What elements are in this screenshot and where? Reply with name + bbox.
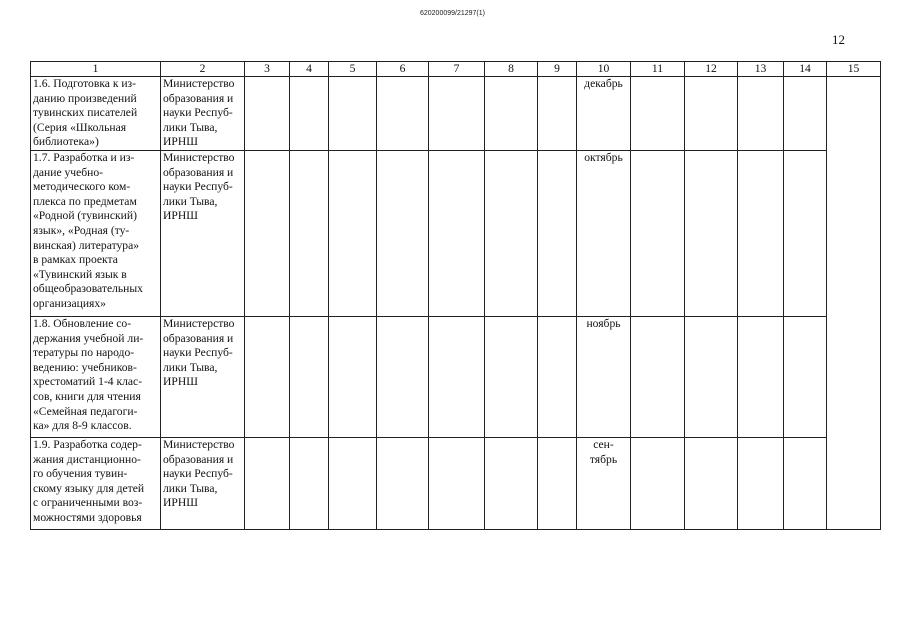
plan-table xyxy=(30,61,881,530)
table-row xyxy=(31,77,881,151)
empty-cell xyxy=(245,77,290,151)
empty-cell xyxy=(631,438,685,530)
empty-cell xyxy=(290,151,329,317)
empty-cell xyxy=(245,438,290,530)
activity-cell: 1.9. Разработка содер- жания дистанционно- го обучения тувин- скому языку для детей с ограниченными воз- можностями здоровья xyxy=(31,438,161,530)
table-row xyxy=(31,151,881,317)
column-header: 7 xyxy=(429,62,485,77)
empty-cell xyxy=(485,77,538,151)
empty-cell xyxy=(784,151,827,317)
empty-cell xyxy=(429,317,485,438)
executor-cell: Министерство образования и науки Респуб- лики Тыва, ИРНШ xyxy=(161,77,245,151)
term-cell: декабрь xyxy=(577,77,631,151)
empty-cell xyxy=(485,317,538,438)
executor-cell: Министерство образования и науки Респуб- лики Тыва, ИРНШ xyxy=(161,151,245,317)
empty-cell xyxy=(538,317,577,438)
empty-cell xyxy=(784,77,827,151)
empty-cell xyxy=(685,438,738,530)
activity-cell: 1.8. Обновление со- держания учебной ли- тературы по народо- ведению: учебников- хрестоматий 1-4 клас- сов, книги для чтения «Семейная педагоги- ка» для 8-9 классов. xyxy=(31,317,161,438)
column-header: 2 xyxy=(161,62,245,77)
empty-cell xyxy=(784,438,827,530)
empty-cell xyxy=(738,317,784,438)
empty-cell xyxy=(329,438,377,530)
merged-cell-col15 xyxy=(827,77,881,530)
column-header: 4 xyxy=(290,62,329,77)
table-row xyxy=(31,438,881,530)
column-header: 11 xyxy=(631,62,685,77)
empty-cell xyxy=(631,317,685,438)
empty-cell xyxy=(245,317,290,438)
column-header: 6 xyxy=(377,62,429,77)
empty-cell xyxy=(329,77,377,151)
activity-cell: 1.7. Разработка и из- дание учебно- методического ком- плекса по предметам «Родной (тувинский) язык», «Родная (ту- винская) литература» в рамках проекта «Тувинский язык в общеобразовательных организациях» xyxy=(31,151,161,317)
header-row xyxy=(31,62,881,77)
column-header: 13 xyxy=(738,62,784,77)
empty-cell xyxy=(685,151,738,317)
empty-cell xyxy=(290,77,329,151)
empty-cell xyxy=(329,317,377,438)
column-header: 15 xyxy=(827,62,881,77)
empty-cell xyxy=(631,151,685,317)
column-header: 5 xyxy=(329,62,377,77)
empty-cell xyxy=(377,317,429,438)
column-header: 3 xyxy=(245,62,290,77)
term-cell: ноябрь xyxy=(577,317,631,438)
empty-cell xyxy=(538,438,577,530)
term-cell: сен- тябрь xyxy=(577,438,631,530)
empty-cell xyxy=(738,438,784,530)
activity-cell: 1.6. Подготовка к из- данию произведений тувинских писателей (Серия «Школьная библиотека») xyxy=(31,77,161,151)
empty-cell xyxy=(290,438,329,530)
empty-cell xyxy=(538,77,577,151)
column-header: 1 xyxy=(31,62,161,77)
empty-cell xyxy=(290,317,329,438)
empty-cell xyxy=(429,77,485,151)
column-header: 12 xyxy=(685,62,738,77)
empty-cell xyxy=(784,317,827,438)
executor-cell: Министерство образования и науки Респуб- лики Тыва, ИРНШ xyxy=(161,317,245,438)
empty-cell xyxy=(631,77,685,151)
empty-cell xyxy=(485,438,538,530)
column-header: 9 xyxy=(538,62,577,77)
empty-cell xyxy=(429,438,485,530)
term-cell: октябрь xyxy=(577,151,631,317)
column-header: 8 xyxy=(485,62,538,77)
empty-cell xyxy=(377,438,429,530)
column-header: 10 xyxy=(577,62,631,77)
empty-cell xyxy=(329,151,377,317)
empty-cell xyxy=(685,77,738,151)
table-row xyxy=(31,317,881,438)
empty-cell xyxy=(685,317,738,438)
empty-cell xyxy=(377,77,429,151)
empty-cell xyxy=(429,151,485,317)
empty-cell xyxy=(485,151,538,317)
empty-cell xyxy=(738,77,784,151)
column-header: 14 xyxy=(784,62,827,77)
executor-cell: Министерство образования и науки Респуб- лики Тыва, ИРНШ xyxy=(161,438,245,530)
page-number: 12 xyxy=(832,32,845,47)
empty-cell xyxy=(377,151,429,317)
empty-cell xyxy=(245,151,290,317)
empty-cell xyxy=(738,151,784,317)
empty-cell xyxy=(538,151,577,317)
document-id: 620200099/21297(1) xyxy=(419,10,485,17)
